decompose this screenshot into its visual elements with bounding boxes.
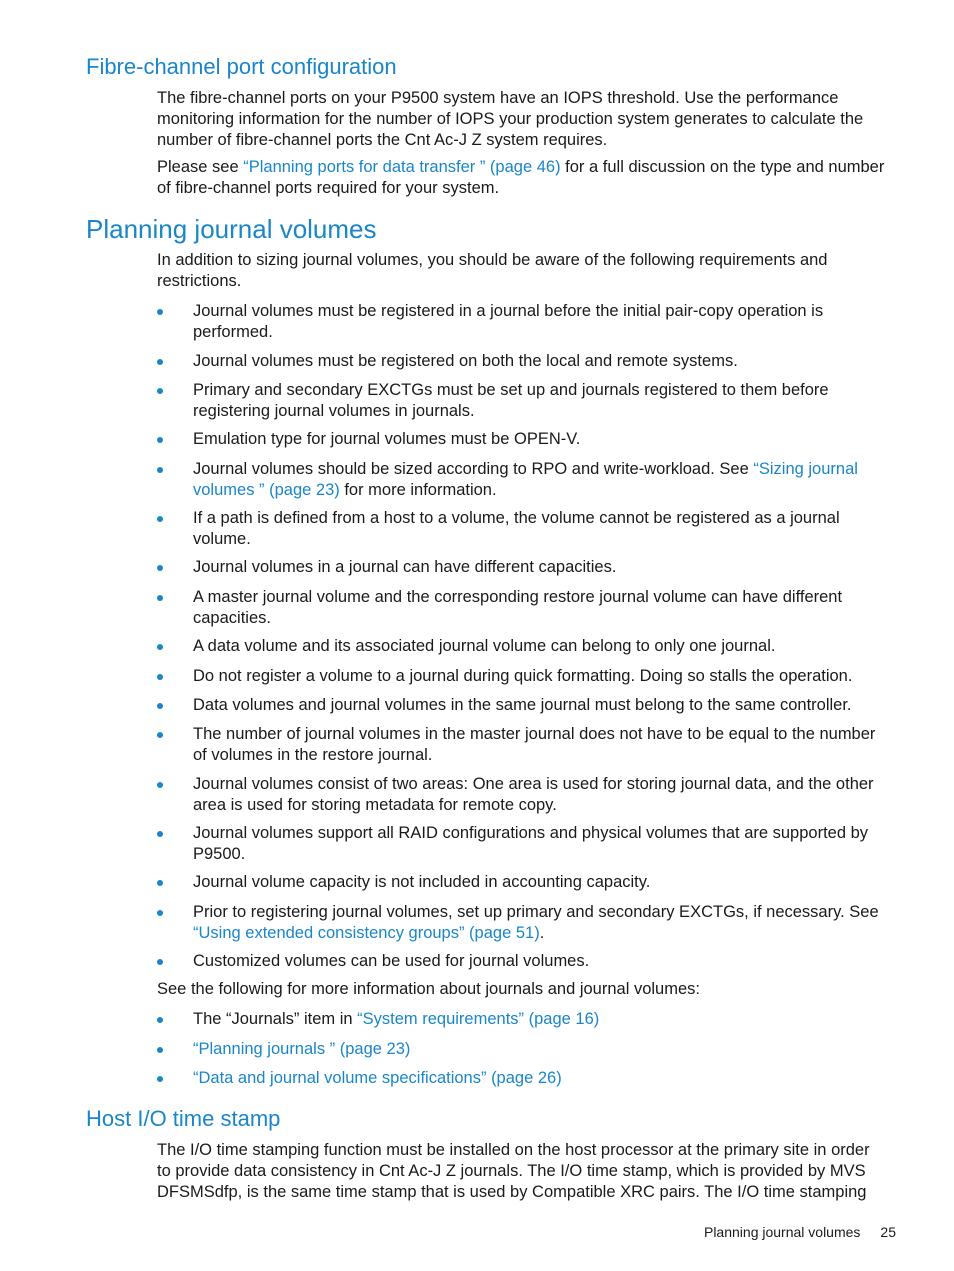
bullet-icon — [157, 674, 163, 680]
text-line: P9500. — [193, 845, 246, 863]
text-line: area is used for storing metadata for remote copy. — [193, 796, 557, 814]
text-line: number of fibre-channel ports the Cnt Ac-J Z system requires. — [157, 131, 608, 149]
text-line — [193, 923, 897, 944]
text-line: volume. — [193, 530, 251, 548]
list-item-text — [193, 724, 897, 766]
text-line: DFSMSdfp, is the same time stamp that is used by Compatible XRC pairs. The I/O time stamping — [157, 1183, 867, 1201]
list-item-text — [193, 902, 897, 944]
paragraph-fibre-channel-intro — [157, 88, 897, 151]
bullet-icon — [157, 1047, 163, 1053]
link-system-requirements[interactable]: “System requirements” (page 16) — [357, 1010, 600, 1028]
text-line: Journal volumes must be registered in a journal before the initial pair-copy operation is — [193, 302, 824, 320]
bullet-icon — [157, 565, 163, 571]
list-item-text — [193, 459, 897, 501]
text-line: Journal volumes support all RAID configurations and physical volumes that are supported by — [193, 824, 869, 842]
text-line: If a path is defined from a host to a volume, the volume cannot be registered as a journal — [193, 509, 840, 527]
list-item-text — [193, 380, 897, 422]
bullet-icon — [157, 467, 163, 473]
list-item-text — [193, 695, 897, 716]
text-line: See the following for more information about journals and journal volumes: — [157, 980, 700, 998]
list-item-text — [193, 429, 897, 450]
text-line: performed. — [193, 323, 273, 341]
list-item-text — [193, 557, 897, 578]
text-line: Customized volumes can be used for journal volumes. — [193, 952, 590, 970]
list-item-text — [193, 508, 897, 550]
bullet-icon — [157, 782, 163, 788]
bullet-icon — [157, 437, 163, 443]
footer-section-title: Planning journal volumes — [703, 1224, 861, 1240]
text-line — [193, 1009, 897, 1030]
link-volume-specifications[interactable]: “Data and journal volume specifications” (page 26) — [193, 1069, 562, 1087]
text-line: A data volume and its associated journal volume can belong to only one journal. — [193, 637, 776, 655]
text-line: A master journal volume and the corresponding restore journal volume can have different — [193, 588, 843, 606]
text-fragment: Journal volumes should be sized according to RPO and write-workload. See — [193, 460, 754, 478]
text-line: Journal volume capacity is not included in accounting capacity. — [193, 873, 651, 891]
text-line: The number of journal volumes in the master journal does not have to be equal to the number — [193, 725, 876, 743]
bullet-icon — [157, 880, 163, 886]
list-item-text — [193, 774, 897, 816]
bullet-icon — [157, 309, 163, 315]
text-line — [193, 480, 897, 501]
paragraph-fibre-channel-reference — [157, 157, 897, 199]
text-line: registering journal volumes in journals. — [193, 402, 475, 420]
text-line: Journal volumes in a journal can have different capacities. — [193, 558, 617, 576]
text-fragment: . — [539, 924, 545, 942]
list-item-text — [193, 1009, 897, 1030]
text-line — [193, 1068, 897, 1089]
section-heading-planning-journal-volumes: Planning journal volumes — [86, 214, 377, 244]
paragraph-see-also-intro — [157, 979, 897, 1000]
section-heading-fibre-channel: Fibre-channel port configuration — [86, 54, 397, 79]
section-heading-host-io-time-stamp: Host I/O time stamp — [86, 1106, 281, 1131]
bullet-icon — [157, 516, 163, 522]
text-line: Primary and secondary EXCTGs must be set up and journals registered to them before — [193, 381, 829, 399]
link-sizing-journal-volumes[interactable]: volumes ” (page 23) — [193, 481, 340, 499]
text-line: Data volumes and journal volumes in the same journal must belong to the same controller. — [193, 696, 852, 714]
bullet-icon — [157, 703, 163, 709]
text-line: to provide data consistency in Cnt Ac-J Z journals. The I/O time stamp, which is provided by MVS — [157, 1162, 866, 1180]
text-line: of fibre-channel ports required for your system. — [157, 179, 500, 197]
text-line — [193, 1039, 897, 1060]
bullet-icon — [157, 388, 163, 394]
bullet-icon — [157, 644, 163, 650]
text-line: The I/O time stamping function must be installed on the host processor at the primary site in order — [157, 1141, 870, 1159]
bullet-icon — [157, 1017, 163, 1023]
bullet-icon — [157, 910, 163, 916]
bullet-icon — [157, 831, 163, 837]
list-item-text — [193, 823, 897, 865]
text-line: monitoring information for the number of IOPS your production system generates to calculate the — [157, 110, 864, 128]
text-fragment: Please see — [157, 158, 244, 176]
list-item-text — [193, 1068, 897, 1089]
list-item-text — [193, 636, 897, 657]
bullet-icon — [157, 1076, 163, 1082]
bullet-icon — [157, 359, 163, 365]
list-item-text — [193, 872, 897, 893]
list-item-text — [193, 301, 897, 343]
bullet-icon — [157, 959, 163, 965]
text-line: Journal volumes must be registered on both the local and remote systems. — [193, 352, 738, 370]
text-line — [157, 157, 897, 178]
list-item-text — [193, 351, 897, 372]
text-line: Journal volumes consist of two areas: One area is used for storing journal data, and the other — [193, 775, 874, 793]
paragraph-time-stamp — [157, 1140, 897, 1203]
text-line — [193, 459, 897, 480]
text-fragment: The “Journals” item in — [193, 1010, 358, 1028]
text-line: restrictions. — [157, 272, 242, 290]
list-item-text — [193, 587, 897, 629]
link-planning-ports[interactable]: “Planning ports for data transfer ” (page 46) — [243, 158, 561, 176]
text-line: of volumes in the restore journal. — [193, 746, 433, 764]
text-fragment: for a full discussion on the type and number — [560, 158, 885, 176]
paragraph-journal-intro — [157, 250, 897, 292]
page-number: 25 — [880, 1224, 896, 1240]
link-planning-journals[interactable]: “Planning journals ” (page 23) — [193, 1040, 411, 1058]
text-line: In addition to sizing journal volumes, you should be aware of the following requirements and — [157, 251, 828, 269]
text-line: The fibre-channel ports on your P9500 system have an IOPS threshold. Use the performance — [157, 89, 839, 107]
link-sizing-journal-volumes[interactable]: “Sizing journal — [753, 460, 858, 478]
bullet-icon — [157, 595, 163, 601]
bullet-icon — [157, 732, 163, 738]
page-footer — [600, 1222, 896, 1242]
text-line: Do not register a volume to a journal during quick formatting. Doing so stalls the operation. — [193, 667, 853, 685]
list-item-text — [193, 951, 897, 972]
link-extended-consistency-groups[interactable]: “Using extended consistency groups” (page 51) — [193, 924, 540, 942]
list-item-text — [193, 666, 897, 687]
text-fragment: for more information. — [339, 481, 497, 499]
text-line: Prior to registering journal volumes, set up primary and secondary EXCTGs, if necessary. See — [193, 903, 879, 921]
text-line: Emulation type for journal volumes must be OPEN-V. — [193, 430, 581, 448]
list-item-text — [193, 1039, 897, 1060]
text-line: capacities. — [193, 609, 271, 627]
